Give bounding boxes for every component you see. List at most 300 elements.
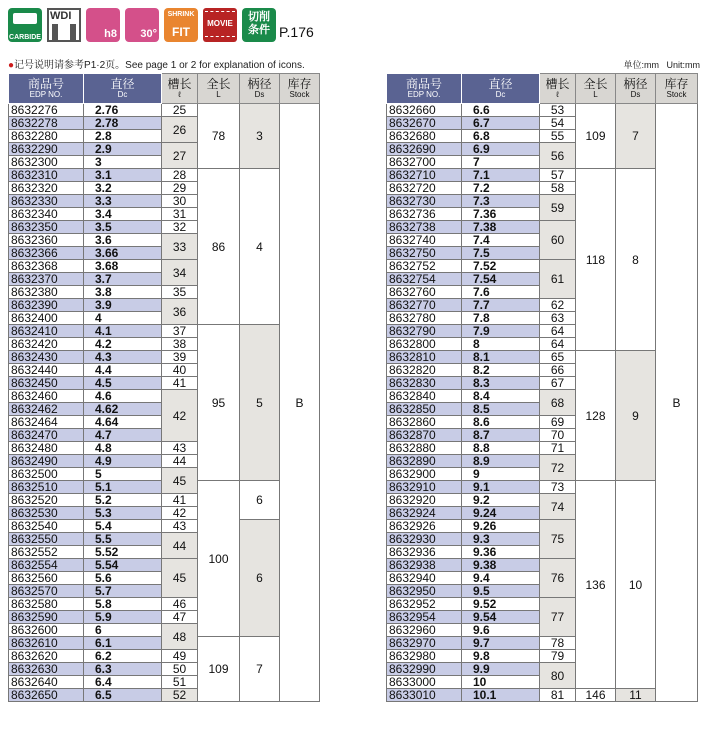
diameter-cell: 3.9 bbox=[84, 299, 162, 312]
flute-length-cell: 77 bbox=[540, 598, 576, 637]
diameter-cell: 6 bbox=[84, 624, 162, 637]
edp-cell: 8632420 bbox=[9, 338, 84, 351]
edp-cell: 8632660 bbox=[387, 104, 462, 117]
diameter-cell: 5 bbox=[84, 468, 162, 481]
edp-cell: 8632930 bbox=[387, 533, 462, 546]
edp-cell: 8632790 bbox=[387, 325, 462, 338]
h8-label: h8 bbox=[104, 28, 117, 40]
flute-length-cell: 65 bbox=[540, 351, 576, 364]
edp-cell: 8632310 bbox=[9, 169, 84, 182]
diameter-cell: 9.6 bbox=[462, 624, 540, 637]
diameter-cell: 5.5 bbox=[84, 533, 162, 546]
header-edp: 商品号 EDP NO. bbox=[387, 74, 462, 104]
flute-length-cell: 32 bbox=[162, 221, 198, 234]
table-row bbox=[9, 325, 320, 338]
point-angle-icon bbox=[125, 8, 159, 42]
diameter-cell: 3.7 bbox=[84, 273, 162, 286]
edp-cell: 8632390 bbox=[9, 299, 84, 312]
diameter-cell: 9.7 bbox=[462, 637, 540, 650]
shank-diameter-cell: 3 bbox=[240, 104, 280, 169]
flute-length-cell: 69 bbox=[540, 416, 576, 429]
wdi-icon bbox=[47, 8, 81, 42]
edp-cell: 8632650 bbox=[9, 689, 84, 702]
shank-diameter-cell: 10 bbox=[616, 481, 656, 689]
edp-cell: 8632710 bbox=[387, 169, 462, 182]
edp-cell: 8632630 bbox=[9, 663, 84, 676]
diameter-cell: 6.5 bbox=[84, 689, 162, 702]
overall-length-cell: 109 bbox=[576, 104, 616, 169]
diameter-cell: 3.8 bbox=[84, 286, 162, 299]
edp-cell: 8632738 bbox=[387, 221, 462, 234]
diameter-cell: 6.7 bbox=[462, 117, 540, 130]
flute-length-cell: 30 bbox=[162, 195, 198, 208]
flute-length-cell: 49 bbox=[162, 650, 198, 663]
diameter-cell: 7.3 bbox=[462, 195, 540, 208]
diameter-cell: 8.1 bbox=[462, 351, 540, 364]
shrink-label: SHRINK bbox=[167, 11, 195, 18]
diameter-cell: 3.4 bbox=[84, 208, 162, 221]
edp-cell: 8632560 bbox=[9, 572, 84, 585]
diameter-cell: 3.3 bbox=[84, 195, 162, 208]
flute-length-cell: 47 bbox=[162, 611, 198, 624]
flute-length-cell: 26 bbox=[162, 117, 198, 143]
flute-length-cell: 76 bbox=[540, 559, 576, 598]
flute-length-cell: 37 bbox=[162, 325, 198, 338]
diameter-cell: 8.2 bbox=[462, 364, 540, 377]
edp-cell: 8632640 bbox=[9, 676, 84, 689]
edp-cell: 8632570 bbox=[9, 585, 84, 598]
edp-cell: 8632938 bbox=[387, 559, 462, 572]
overall-length-cell: 118 bbox=[576, 169, 616, 351]
diameter-cell: 8.9 bbox=[462, 455, 540, 468]
diameter-cell: 7.36 bbox=[462, 208, 540, 221]
table-row bbox=[9, 169, 320, 182]
edp-cell: 8632850 bbox=[387, 403, 462, 416]
icon-bar bbox=[8, 8, 314, 42]
edp-cell: 8632690 bbox=[387, 143, 462, 156]
diameter-cell: 7.4 bbox=[462, 234, 540, 247]
edp-cell: 8632490 bbox=[9, 455, 84, 468]
edp-cell: 8632980 bbox=[387, 650, 462, 663]
diameter-cell: 2.76 bbox=[84, 104, 162, 117]
wdi-label: WDI bbox=[50, 10, 72, 22]
edp-cell: 8632320 bbox=[9, 182, 84, 195]
edp-cell: 8632754 bbox=[387, 273, 462, 286]
movie-label: MOVIE bbox=[207, 19, 233, 28]
diameter-cell: 6.3 bbox=[84, 663, 162, 676]
shank-diameter-cell: 8 bbox=[616, 169, 656, 351]
edp-cell: 8632890 bbox=[387, 455, 462, 468]
flute-length-cell: 60 bbox=[540, 221, 576, 260]
diameter-cell: 9.3 bbox=[462, 533, 540, 546]
edp-cell: 8632760 bbox=[387, 286, 462, 299]
diameter-cell: 5.52 bbox=[84, 546, 162, 559]
edp-cell: 8632300 bbox=[9, 156, 84, 169]
flute-length-cell: 46 bbox=[162, 598, 198, 611]
flute-length-cell: 36 bbox=[162, 299, 198, 325]
flute-length-cell: 25 bbox=[162, 104, 198, 117]
edp-cell: 8632830 bbox=[387, 377, 462, 390]
flute-length-cell: 72 bbox=[540, 455, 576, 481]
edp-cell: 8632510 bbox=[9, 481, 84, 494]
shank-diameter-cell: 6 bbox=[240, 520, 280, 637]
diameter-cell: 9.24 bbox=[462, 507, 540, 520]
diameter-cell: 5.54 bbox=[84, 559, 162, 572]
diameter-cell: 9.5 bbox=[462, 585, 540, 598]
edp-cell: 8632462 bbox=[9, 403, 84, 416]
diameter-cell: 3.2 bbox=[84, 182, 162, 195]
diameter-cell: 6.9 bbox=[462, 143, 540, 156]
flute-length-cell: 43 bbox=[162, 442, 198, 455]
header-length: 全长 L bbox=[198, 74, 240, 104]
diameter-cell: 4.8 bbox=[84, 442, 162, 455]
diameter-cell: 5.8 bbox=[84, 598, 162, 611]
diameter-cell: 4.62 bbox=[84, 403, 162, 416]
flute-length-cell: 45 bbox=[162, 468, 198, 494]
diameter-cell: 8.8 bbox=[462, 442, 540, 455]
diameter-cell: 9.1 bbox=[462, 481, 540, 494]
overall-length-cell: 95 bbox=[198, 325, 240, 481]
header-flute: 槽长 ℓ bbox=[162, 74, 198, 104]
shank-diameter-cell: 7 bbox=[616, 104, 656, 169]
flute-length-cell: 63 bbox=[540, 312, 576, 325]
edp-cell: 8632530 bbox=[9, 507, 84, 520]
edp-cell: 8632952 bbox=[387, 598, 462, 611]
header-dc: 直径 Dc bbox=[84, 74, 162, 104]
diameter-cell: 7.5 bbox=[462, 247, 540, 260]
edp-cell: 8632400 bbox=[9, 312, 84, 325]
edp-cell: 8632430 bbox=[9, 351, 84, 364]
edp-cell: 8632720 bbox=[387, 182, 462, 195]
diameter-cell: 4 bbox=[84, 312, 162, 325]
diameter-cell: 4.4 bbox=[84, 364, 162, 377]
flute-length-cell: 45 bbox=[162, 559, 198, 598]
flute-length-cell: 56 bbox=[540, 143, 576, 169]
flute-length-cell: 71 bbox=[540, 442, 576, 455]
edp-cell: 8632380 bbox=[9, 286, 84, 299]
diameter-cell: 9.4 bbox=[462, 572, 540, 585]
diameter-cell: 4.6 bbox=[84, 390, 162, 403]
flute-length-cell: 64 bbox=[540, 325, 576, 338]
edp-cell: 8632366 bbox=[9, 247, 84, 260]
diameter-cell: 5.6 bbox=[84, 572, 162, 585]
diameter-cell: 8 bbox=[462, 338, 540, 351]
flute-length-cell: 58 bbox=[540, 182, 576, 195]
diameter-cell: 5.9 bbox=[84, 611, 162, 624]
edp-cell: 8633010 bbox=[387, 689, 462, 702]
edp-cell: 8632520 bbox=[9, 494, 84, 507]
table-row bbox=[387, 689, 698, 702]
overall-length-cell: 146 bbox=[576, 689, 616, 702]
edp-cell: 8632680 bbox=[387, 130, 462, 143]
edp-cell: 8632780 bbox=[387, 312, 462, 325]
edp-cell: 8632920 bbox=[387, 494, 462, 507]
flute-length-cell: 68 bbox=[540, 390, 576, 416]
flute-length-cell: 50 bbox=[162, 663, 198, 676]
cutting-conditions-icon bbox=[242, 8, 276, 42]
flute-length-cell: 55 bbox=[540, 130, 576, 143]
overall-length-cell: 128 bbox=[576, 351, 616, 481]
note-text: 记号说明请参考P1·2页。See page 1 or 2 for explanation of icons. bbox=[14, 60, 305, 71]
flute-length-cell: 51 bbox=[162, 676, 198, 689]
table-row bbox=[9, 104, 320, 117]
flute-length-cell: 44 bbox=[162, 533, 198, 559]
diameter-cell: 2.8 bbox=[84, 130, 162, 143]
edp-cell: 8632740 bbox=[387, 234, 462, 247]
bullet-icon: ● bbox=[8, 60, 15, 71]
diameter-cell: 5.2 bbox=[84, 494, 162, 507]
flute-length-cell: 66 bbox=[540, 364, 576, 377]
header-shank: 柄径 Ds bbox=[240, 74, 280, 104]
flute-length-cell: 42 bbox=[162, 390, 198, 442]
diameter-cell: 9.9 bbox=[462, 663, 540, 676]
flute-length-cell: 34 bbox=[162, 260, 198, 286]
edp-cell: 8632860 bbox=[387, 416, 462, 429]
flute-length-cell: 29 bbox=[162, 182, 198, 195]
flute-length-cell: 75 bbox=[540, 520, 576, 559]
edp-cell: 8632460 bbox=[9, 390, 84, 403]
diameter-cell: 2.9 bbox=[84, 143, 162, 156]
flute-length-cell: 42 bbox=[162, 507, 198, 520]
shank-diameter-cell: 9 bbox=[616, 351, 656, 481]
edp-cell: 8632500 bbox=[9, 468, 84, 481]
flute-length-cell: 54 bbox=[540, 117, 576, 130]
edp-cell: 8632470 bbox=[9, 429, 84, 442]
diameter-cell: 4.7 bbox=[84, 429, 162, 442]
stock-cell: B bbox=[280, 104, 320, 702]
diameter-cell: 9.8 bbox=[462, 650, 540, 663]
flute-length-cell: 73 bbox=[540, 481, 576, 494]
flute-length-cell: 39 bbox=[162, 351, 198, 364]
diameter-cell: 3.5 bbox=[84, 221, 162, 234]
flute-length-cell: 41 bbox=[162, 377, 198, 390]
edp-cell: 8632480 bbox=[9, 442, 84, 455]
flute-length-cell: 79 bbox=[540, 650, 576, 663]
edp-cell: 8632900 bbox=[387, 468, 462, 481]
diameter-cell: 3.68 bbox=[84, 260, 162, 273]
table-row bbox=[387, 169, 698, 182]
edp-cell: 8632450 bbox=[9, 377, 84, 390]
unit-label: 单位:mm Unit:mm bbox=[623, 60, 700, 70]
flute-length-cell: 41 bbox=[162, 494, 198, 507]
edp-cell: 8632410 bbox=[9, 325, 84, 338]
edp-cell: 8632950 bbox=[387, 585, 462, 598]
diameter-cell: 8.5 bbox=[462, 403, 540, 416]
diameter-cell: 6.4 bbox=[84, 676, 162, 689]
diameter-cell: 9.2 bbox=[462, 494, 540, 507]
flute-length-cell: 35 bbox=[162, 286, 198, 299]
diameter-cell: 10 bbox=[462, 676, 540, 689]
edp-cell: 8632580 bbox=[9, 598, 84, 611]
diameter-cell: 4.3 bbox=[84, 351, 162, 364]
diameter-cell: 10.1 bbox=[462, 689, 540, 702]
diameter-cell: 7.38 bbox=[462, 221, 540, 234]
diameter-cell: 5.3 bbox=[84, 507, 162, 520]
diameter-cell: 7.9 bbox=[462, 325, 540, 338]
flute-length-cell: 44 bbox=[162, 455, 198, 468]
edp-cell: 8632552 bbox=[9, 546, 84, 559]
diameter-cell: 3 bbox=[84, 156, 162, 169]
edp-cell: 8632370 bbox=[9, 273, 84, 286]
diameter-cell: 6.8 bbox=[462, 130, 540, 143]
edp-cell: 8632554 bbox=[9, 559, 84, 572]
diameter-cell: 8.7 bbox=[462, 429, 540, 442]
flute-length-cell: 38 bbox=[162, 338, 198, 351]
flute-length-cell: 27 bbox=[162, 143, 198, 169]
diameter-cell: 7.6 bbox=[462, 286, 540, 299]
flute-length-cell: 57 bbox=[540, 169, 576, 182]
flute-length-cell: 53 bbox=[540, 104, 576, 117]
diameter-cell: 5.7 bbox=[84, 585, 162, 598]
diameter-cell: 6.6 bbox=[462, 104, 540, 117]
header-dc: 直径 Dc bbox=[462, 74, 540, 104]
diameter-cell: 3.6 bbox=[84, 234, 162, 247]
edp-cell: 8632368 bbox=[9, 260, 84, 273]
table-header-row bbox=[9, 74, 320, 104]
diameter-cell: 7.8 bbox=[462, 312, 540, 325]
diameter-cell: 5.1 bbox=[84, 481, 162, 494]
diameter-cell: 9.52 bbox=[462, 598, 540, 611]
diameter-cell: 7.1 bbox=[462, 169, 540, 182]
edp-cell: 8632550 bbox=[9, 533, 84, 546]
table-row bbox=[387, 481, 698, 494]
edp-cell: 8632620 bbox=[9, 650, 84, 663]
fit-label: FIT bbox=[172, 25, 190, 39]
flute-length-cell: 61 bbox=[540, 260, 576, 299]
edp-cell: 8632340 bbox=[9, 208, 84, 221]
edp-cell: 8632590 bbox=[9, 611, 84, 624]
flute-length-cell: 70 bbox=[540, 429, 576, 442]
edp-cell: 8632970 bbox=[387, 637, 462, 650]
flute-length-cell: 59 bbox=[540, 195, 576, 221]
diameter-cell: 4.5 bbox=[84, 377, 162, 390]
edp-cell: 8632360 bbox=[9, 234, 84, 247]
header-length: 全长 L bbox=[576, 74, 616, 104]
diameter-cell: 3.66 bbox=[84, 247, 162, 260]
cutting-conditions-label: 切削 条件 bbox=[248, 11, 270, 36]
overall-length-cell: 78 bbox=[198, 104, 240, 169]
edp-cell: 8632330 bbox=[9, 195, 84, 208]
diameter-cell: 8.3 bbox=[462, 377, 540, 390]
diameter-cell: 9 bbox=[462, 468, 540, 481]
flute-length-cell: 33 bbox=[162, 234, 198, 260]
edp-cell: 8632464 bbox=[9, 416, 84, 429]
edp-cell: 8632770 bbox=[387, 299, 462, 312]
edp-cell: 8632990 bbox=[387, 663, 462, 676]
edp-cell: 8632730 bbox=[387, 195, 462, 208]
diameter-cell: 9.38 bbox=[462, 559, 540, 572]
header-stock: 库存 Stock bbox=[656, 74, 698, 104]
table-header-row bbox=[387, 74, 698, 104]
shank-diameter-cell: 7 bbox=[240, 637, 280, 702]
edp-cell: 8632280 bbox=[9, 130, 84, 143]
diameter-cell: 4.1 bbox=[84, 325, 162, 338]
header-flute: 槽长 ℓ bbox=[540, 74, 576, 104]
edp-cell: 8632700 bbox=[387, 156, 462, 169]
table-row bbox=[9, 520, 320, 533]
h8-tolerance-icon bbox=[86, 8, 120, 42]
flute-length-cell: 28 bbox=[162, 169, 198, 182]
edp-cell: 8632540 bbox=[9, 520, 84, 533]
edp-cell: 8632350 bbox=[9, 221, 84, 234]
edp-cell: 8632610 bbox=[9, 637, 84, 650]
diameter-cell: 4.64 bbox=[84, 416, 162, 429]
icon-explanation-note bbox=[8, 56, 305, 71]
flute-length-cell: 48 bbox=[162, 624, 198, 650]
shank-diameter-cell: 5 bbox=[240, 325, 280, 481]
flute-length-cell: 40 bbox=[162, 364, 198, 377]
edp-cell: 8632600 bbox=[9, 624, 84, 637]
flute-length-cell: 31 bbox=[162, 208, 198, 221]
edp-cell: 8632880 bbox=[387, 442, 462, 455]
edp-cell: 8632840 bbox=[387, 390, 462, 403]
edp-cell: 8632936 bbox=[387, 546, 462, 559]
edp-cell: 8632924 bbox=[387, 507, 462, 520]
edp-cell: 8632870 bbox=[387, 429, 462, 442]
diameter-cell: 6.2 bbox=[84, 650, 162, 663]
edp-cell: 8632276 bbox=[9, 104, 84, 117]
page-reference[interactable]: P.176 bbox=[279, 24, 314, 40]
diameter-cell: 2.78 bbox=[84, 117, 162, 130]
diameter-cell: 7.7 bbox=[462, 299, 540, 312]
diameter-cell: 4.2 bbox=[84, 338, 162, 351]
shank-diameter-cell: 11 bbox=[616, 689, 656, 702]
carbide-label: CARBIDE bbox=[9, 34, 41, 41]
edp-cell: 8632752 bbox=[387, 260, 462, 273]
table-row bbox=[387, 104, 698, 117]
flute-length-cell: 78 bbox=[540, 637, 576, 650]
edp-cell: 8633000 bbox=[387, 676, 462, 689]
edp-cell: 8632736 bbox=[387, 208, 462, 221]
flute-length-cell: 62 bbox=[540, 299, 576, 312]
diameter-cell: 8.4 bbox=[462, 390, 540, 403]
diameter-cell: 9.54 bbox=[462, 611, 540, 624]
overall-length-cell: 109 bbox=[198, 637, 240, 702]
edp-cell: 8632800 bbox=[387, 338, 462, 351]
diameter-cell: 7.52 bbox=[462, 260, 540, 273]
edp-cell: 8632820 bbox=[387, 364, 462, 377]
flute-length-cell: 74 bbox=[540, 494, 576, 520]
diameter-cell: 3.1 bbox=[84, 169, 162, 182]
flute-length-cell: 80 bbox=[540, 663, 576, 689]
shank-diameter-cell: 4 bbox=[240, 169, 280, 325]
edp-cell: 8632960 bbox=[387, 624, 462, 637]
header-edp: 商品号 EDP NO. bbox=[9, 74, 84, 104]
carbide-icon bbox=[8, 8, 42, 42]
edp-cell: 8632278 bbox=[9, 117, 84, 130]
diameter-cell: 7 bbox=[462, 156, 540, 169]
edp-cell: 8632810 bbox=[387, 351, 462, 364]
flute-length-cell: 52 bbox=[162, 689, 198, 702]
diameter-cell: 7.54 bbox=[462, 273, 540, 286]
movie-icon[interactable] bbox=[203, 8, 237, 42]
flute-length-cell: 43 bbox=[162, 520, 198, 533]
diameter-cell: 8.6 bbox=[462, 416, 540, 429]
diameter-cell: 4.9 bbox=[84, 455, 162, 468]
edp-cell: 8632954 bbox=[387, 611, 462, 624]
edp-cell: 8632926 bbox=[387, 520, 462, 533]
product-table-right bbox=[386, 73, 698, 702]
edp-cell: 8632670 bbox=[387, 117, 462, 130]
product-table-left bbox=[8, 73, 320, 702]
diameter-cell: 5.4 bbox=[84, 520, 162, 533]
overall-length-cell: 86 bbox=[198, 169, 240, 325]
overall-length-cell: 136 bbox=[576, 481, 616, 689]
edp-cell: 8632750 bbox=[387, 247, 462, 260]
angle-label: 30° bbox=[140, 28, 157, 40]
overall-length-cell: 100 bbox=[198, 481, 240, 637]
shank-diameter-cell: 6 bbox=[240, 481, 280, 520]
